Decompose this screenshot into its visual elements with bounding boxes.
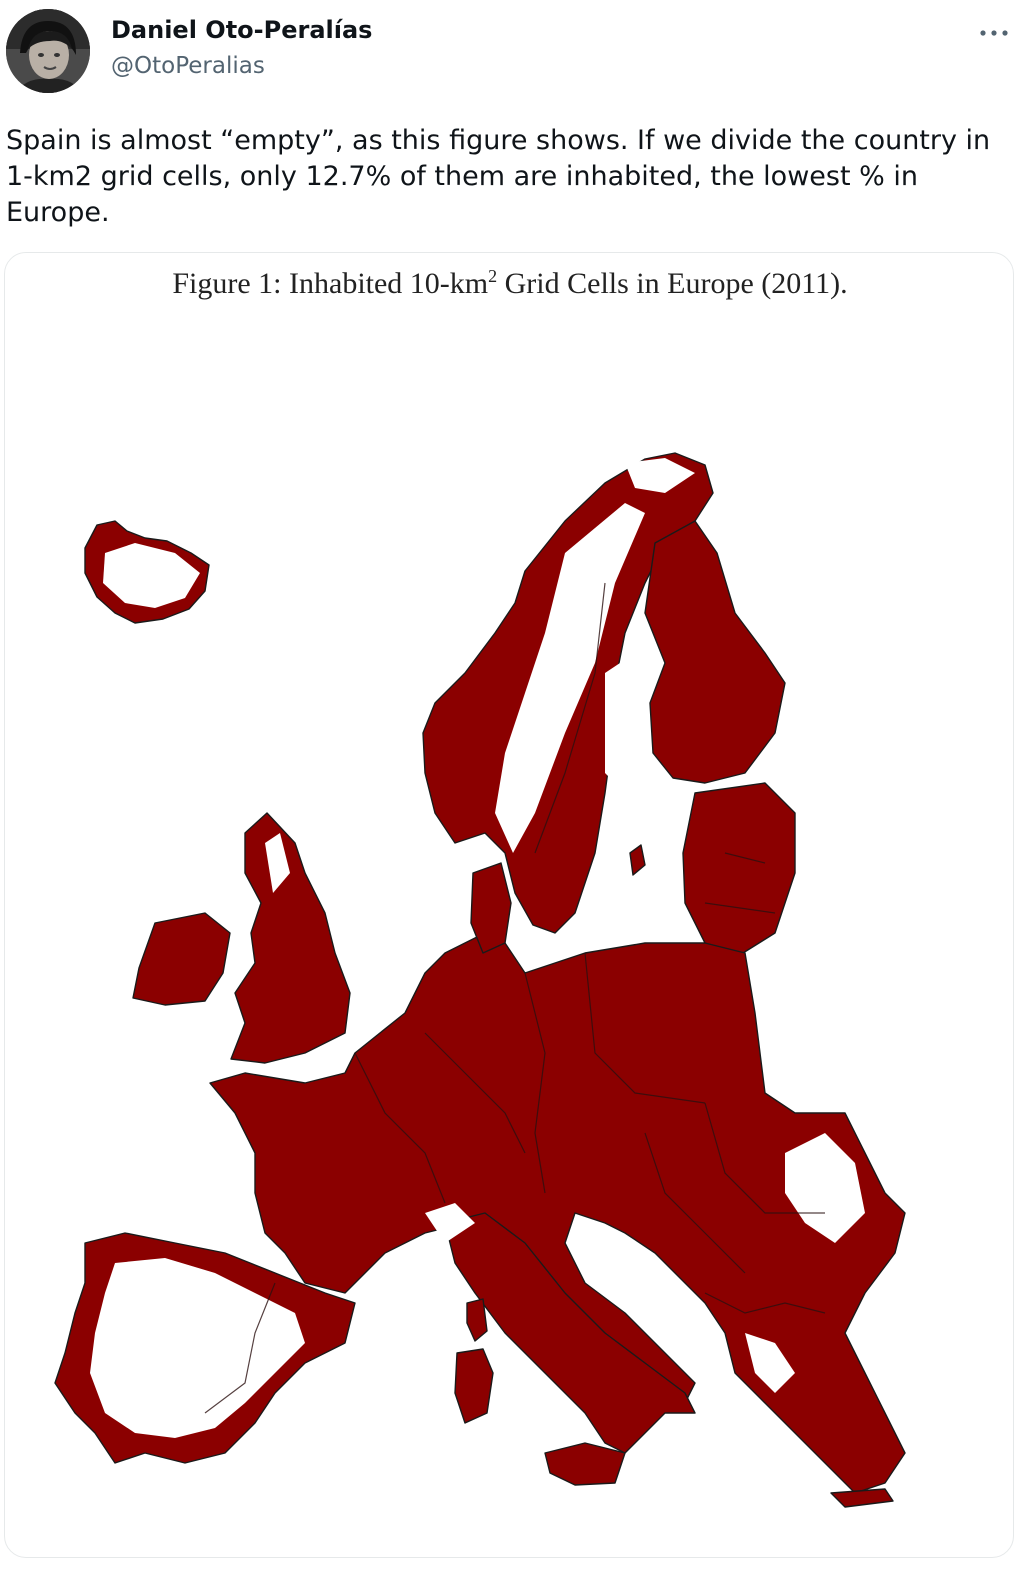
more-button[interactable]: [974, 18, 1014, 48]
figure-caption-text-end: Grid Cells in Europe (2011).: [497, 267, 848, 300]
europe-map: [5, 253, 1014, 1558]
finland: [645, 521, 785, 783]
avatar[interactable]: [6, 9, 90, 93]
ireland: [133, 913, 230, 1005]
author-name[interactable]: Daniel Oto-Peralías: [111, 16, 373, 44]
crete: [831, 1489, 893, 1507]
figure-caption-superscript: 2: [488, 266, 498, 286]
tweet-media[interactable]: [4, 252, 1014, 1558]
great-britain: [231, 813, 350, 1063]
denmark: [471, 863, 511, 953]
sicily: [545, 1443, 625, 1485]
tweet-text: Spain is almost “empty”, as this figure shows. If we divide the country in 1-km2 grid cells, only 12.7% of them are inhabited, the lowest % in Europe.: [6, 125, 991, 228]
more-horizontal-icon: [979, 29, 1009, 37]
baltics: [683, 783, 795, 958]
gotland: [630, 845, 645, 875]
author-handle[interactable]: @OtoPeralias: [111, 53, 265, 79]
sardinia: [455, 1349, 493, 1423]
corsica: [467, 1299, 487, 1341]
avatar-photo-icon: [6, 9, 90, 93]
figure-caption-text: Figure 1: Inhabited 10-km: [172, 267, 489, 300]
